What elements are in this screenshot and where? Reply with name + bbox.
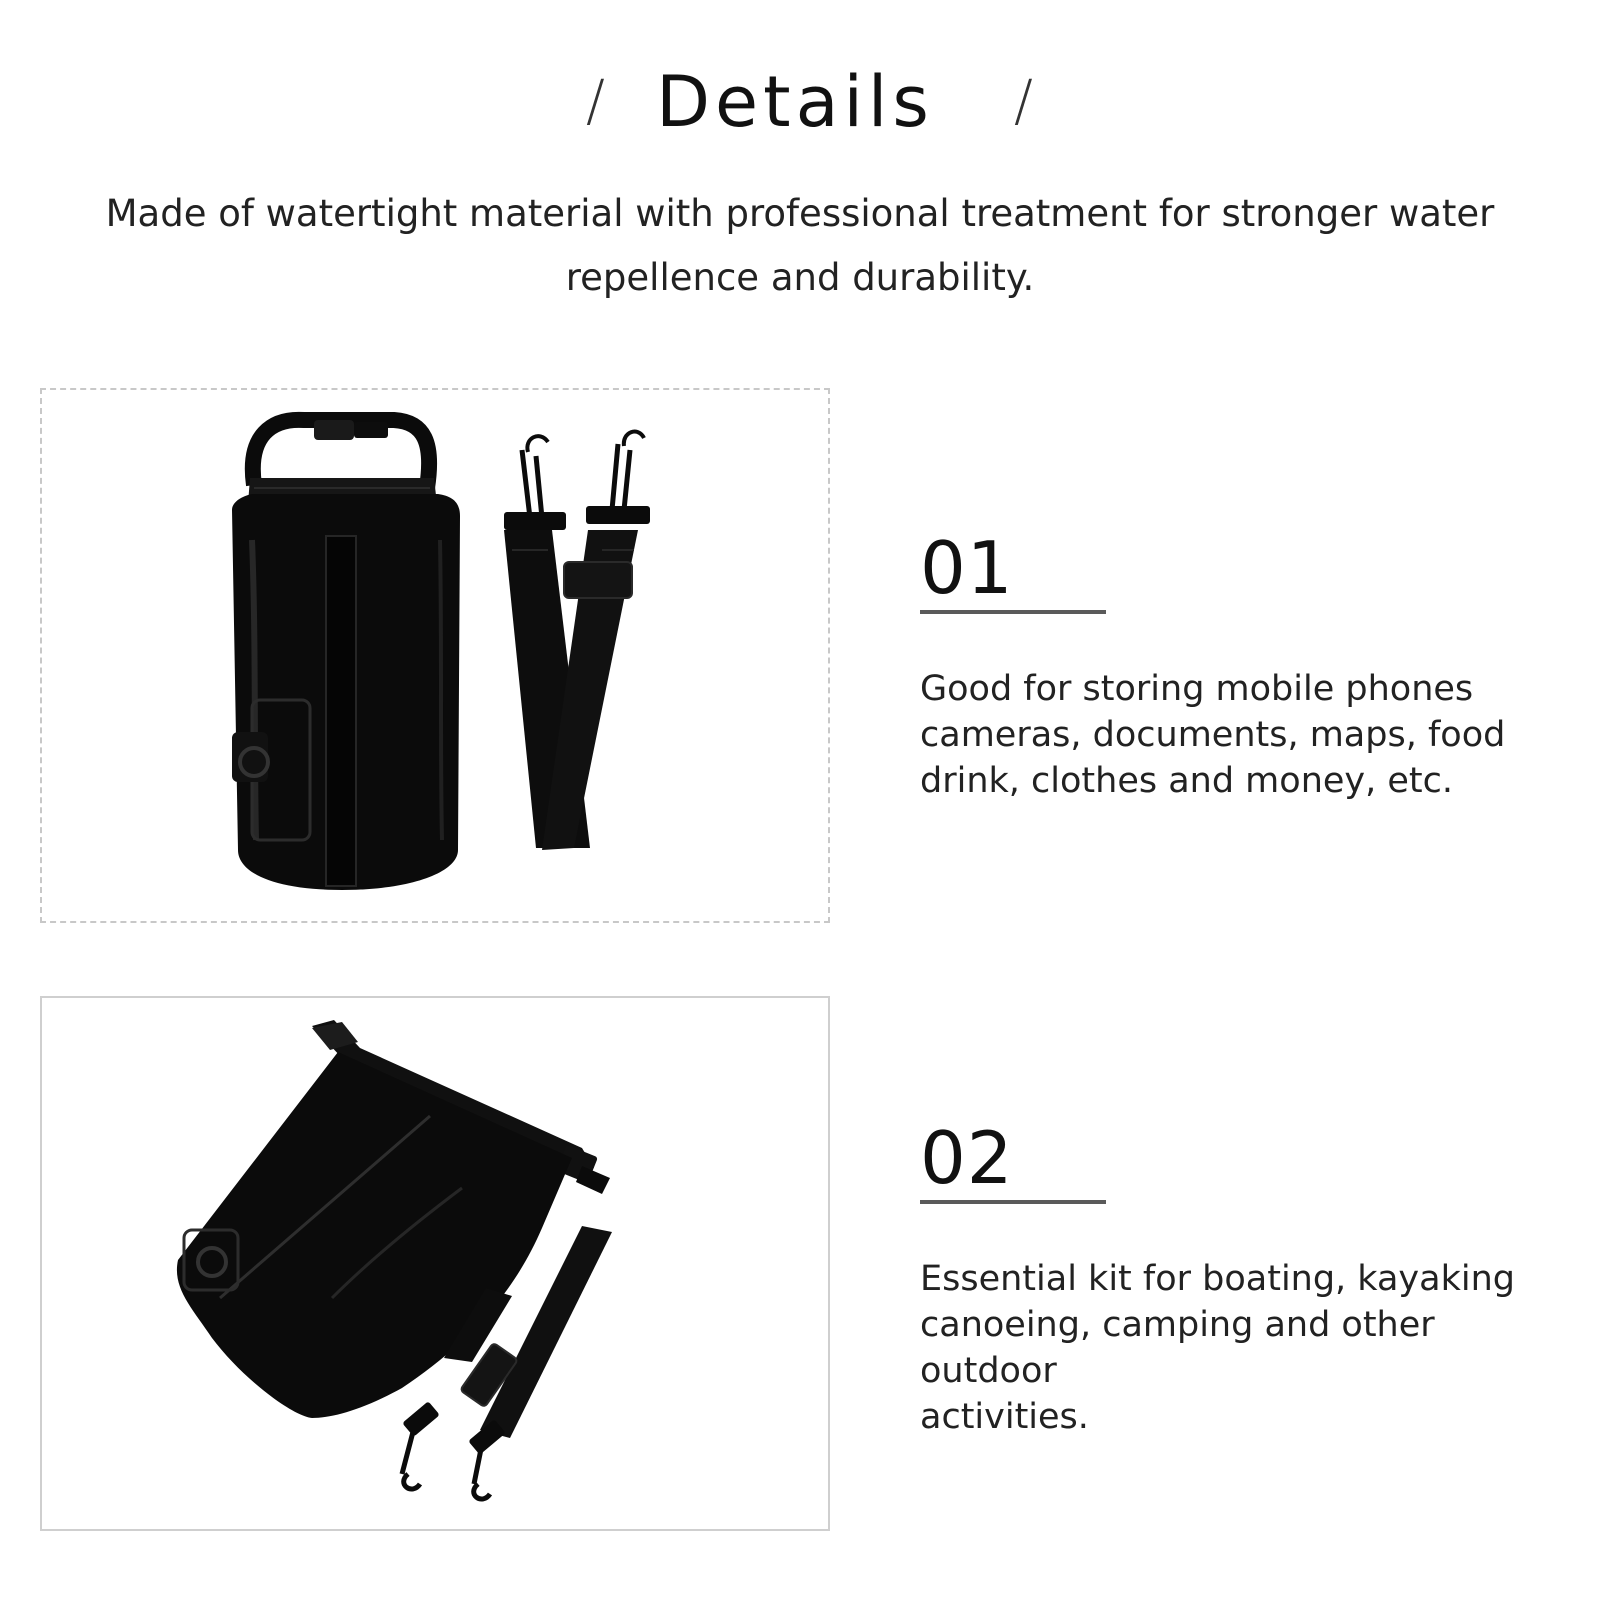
feature-number: 01 [920,526,1014,610]
feature-number: 02 [920,1116,1014,1200]
page-title: Details [656,61,934,143]
feature-02 [920,1118,1570,1440]
feature-description: Essential kit for boating, kayaking canoeing, camping and other outdoor activities. [920,1259,1515,1437]
dry-bag-flat-illustration [42,998,832,1533]
feature-underline [920,1200,1106,1204]
header-right-slash: / [1014,69,1033,134]
feature-01 [920,528,1570,804]
product-photo-upright [40,388,830,923]
dry-bag-upright-illustration [42,390,832,925]
section-header [0,60,1600,150]
header-left-slash: / [586,69,605,134]
feature-underline [920,610,1106,614]
feature-description: Good for storing mobile phones cameras, documents, maps, food drink, clothes and money, etc. [920,669,1506,801]
intro-description: Made of watertight material with professional treatment for stronger water repellence and durability. [105,192,1495,299]
product-photo-flat [40,996,830,1531]
